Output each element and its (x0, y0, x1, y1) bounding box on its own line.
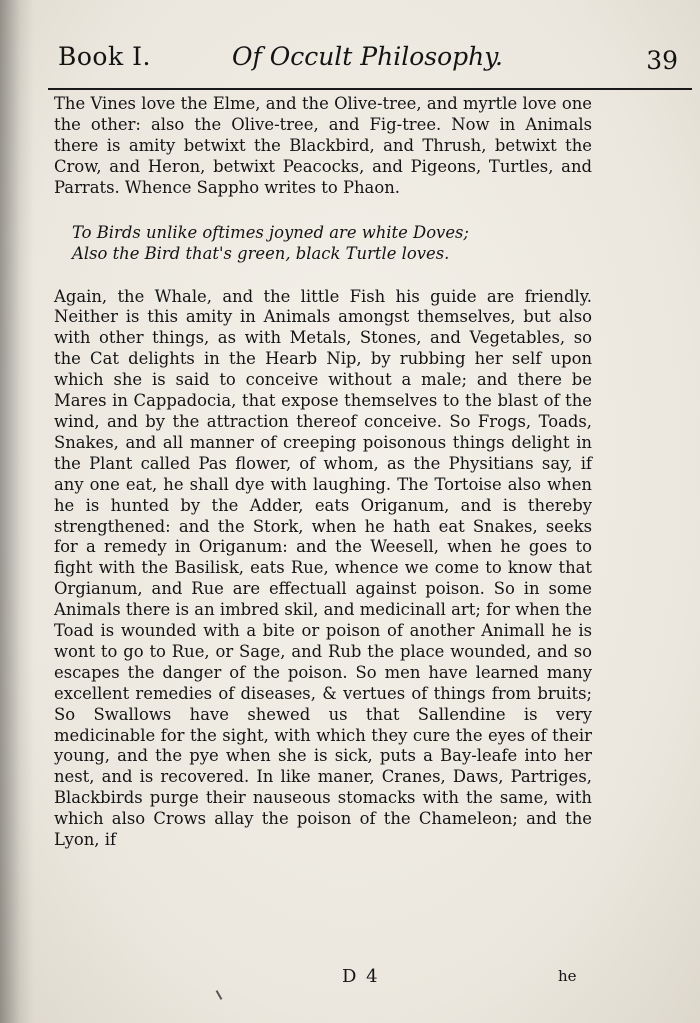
page-number: 39 (646, 46, 678, 75)
verse-line-2: Also the Bird that's green, black Turtle loves. (72, 243, 450, 263)
page-body (54, 94, 592, 851)
signature-mark: D 4 (342, 966, 380, 987)
catchword: he (558, 967, 577, 985)
running-header (52, 38, 692, 88)
header-rule (48, 88, 692, 90)
page-footer (0, 966, 700, 996)
paragraph-2: Again, the Whale, and the little Fish his guide are friendly. Neither is this amity in Animals amongst themselves, but also with other things, as with Metals, Stones, and Vegetables, so the Cat delights in the Hearb Nip, by rubbing her self upon which she is said to conceive without a male; and there be Mares in Cappadocia, that expose themselves to the blast of the wind, and by the attraction thereof conceive. So Frogs, Toads, Snakes, and all manner of creeping poisonous things delight in the Plant called Pas flower, of whom, as the Physitians say, if any one eat, he shall dye with laughing. The Tortoise also when he is hunted by the Adder, eats Origanum, and is thereby strengthened: and the Stork, when he hath eat Snakes, seeks for a remedy in Origanum: and the Weesell, when he goes to fight with the Basilisk, eats Rue, whence we come to know that Orgianum, and Rue are effectuall against poison. So in some Animals there is an imbred skil, and medicinall art; for when the Toad is wounded with a bite or poison of another Animall he is wont to go to Rue, or Sage, and Rub the place wounded, and so escapes the danger of the poison. So men have learned many excellent remedies of diseases, & vertues of things from bruits; So Swallows have shewed us that Sallendine is very medicinable for the sight, with which they cure the eyes of their young, and the pye when she is sick, puts a Bay-leafe into her nest, and is recovered. In like maner, Cranes, Daws, Partriges, Blackbirds purge their nauseous stomacks with the same, with which also Crows allay the poison of the Chameleon; and the Lyon, if (54, 286, 592, 850)
binding-shadow (0, 0, 34, 1023)
verse-quotation (72, 222, 592, 264)
running-title: Of Occult Philosophy. (232, 42, 503, 71)
book-label: Book I. (58, 42, 151, 71)
paragraph-1: The Vines love the Elme, and the Olive-tree, and myrtle love one the other: also the Olive-tree, and Fig-tree. Now in Animals there is amity betwixt the Blackbird, and Thrush, betwixt the Crow, and Heron, betwixt Peacocks, and Pigeons, Turtles, and Parrats. Whence Sappho writes to Phaon. (54, 94, 592, 197)
verse-line-1: To Birds unlike oftimes joyned are white Doves; (72, 222, 469, 242)
